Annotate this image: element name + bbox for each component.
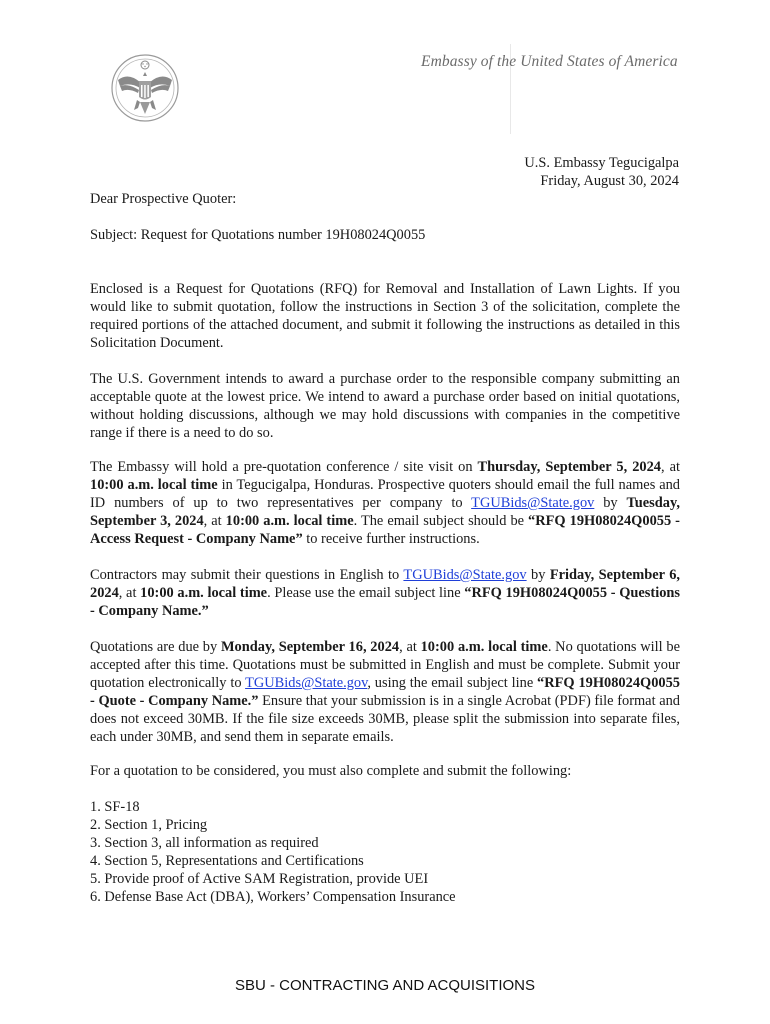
- paragraph-rfq-intro: [90, 280, 680, 352]
- letter-date: Friday, August 30, 2024: [540, 173, 679, 189]
- list-item: 5. Provide proof of Active SAM Registration, provide UEI: [90, 871, 429, 887]
- text-run: , at: [118, 585, 141, 601]
- text-run: by: [594, 495, 627, 511]
- access-request-subject: “RFQ 19H08024Q0055 - Access Request - Company Name”: [90, 513, 680, 547]
- text-run: , at: [660, 459, 680, 475]
- list-item: 1. SF-18: [90, 799, 140, 815]
- site-visit-time: 10:00 a.m. local time: [90, 477, 218, 493]
- text-run: , at: [399, 639, 421, 655]
- questions-deadline-time: 10:00 a.m. local time: [140, 585, 268, 601]
- text-run: , at: [203, 513, 226, 529]
- text-run: Contractors may submit their questions in English to: [90, 567, 404, 583]
- paragraph-requirements-intro: For a quotation to be considered, you must also complete and submit the following:: [90, 763, 572, 779]
- paragraph-questions: [90, 566, 680, 620]
- site-visit-date: Thursday, September 5, 2024: [477, 459, 661, 475]
- embassy-letterhead-title: Embassy of the United States of America: [421, 53, 678, 70]
- embassy-location: U.S. Embassy Tegucigalpa: [524, 155, 679, 171]
- date-block: [524, 154, 679, 190]
- text-run: . No quotations will be accepted after this time. Quotations must be submitted in English and must be complete. Submit your quotation electronically to: [90, 639, 680, 691]
- list-item: 6. Defense Base Act (DBA), Workers’ Compensation Insurance: [90, 889, 456, 905]
- text-run: . The email subject should be: [353, 513, 529, 529]
- paragraph-award: [90, 370, 680, 442]
- quotations-due-date: Monday, September 16, 2024: [220, 639, 400, 655]
- quotations-due-time: 10:00 a.m. local time: [420, 639, 548, 655]
- text-run: to receive further instructions.: [302, 531, 480, 547]
- paragraph-quotations-due: [90, 638, 680, 746]
- bids-email-link[interactable]: TGUBids@State.gov: [245, 675, 368, 691]
- list-item: 3. Section 3, all information as required: [90, 835, 319, 851]
- list-item: 4. Section 5, Representations and Certifications: [90, 853, 364, 869]
- greeting: Dear Prospective Quoter:: [90, 191, 237, 207]
- text-run: by: [526, 567, 550, 583]
- text-run: , using the email subject line: [367, 675, 538, 691]
- list-item: 2. Section 1, Pricing: [90, 817, 208, 833]
- bids-email-link[interactable]: TGUBids@State.gov: [471, 495, 595, 511]
- requirements-list: [90, 798, 456, 906]
- paragraph-text: The U.S. Government intends to award a purchase order to the responsible company submitting an acceptable quote at the lowest price. We intend to award a purchase order based on initial quotations, without holding discussions, although we may hold discussions with companies in the competitive range if there is a need to do so.: [90, 371, 680, 441]
- eagle-seal-icon: [110, 52, 180, 124]
- text-run: The Embassy will hold a pre-quotation conference / site visit on: [90, 459, 478, 475]
- quote-subject: “RFQ 19H08024Q0055 - Quote - Company Name.”: [90, 675, 680, 709]
- registration-deadline-time: 10:00 a.m. local time: [225, 513, 354, 529]
- questions-deadline-date: Friday, September 6, 2024: [90, 567, 680, 601]
- subject-line: Subject: Request for Quotations number 19H08024Q0055: [90, 227, 426, 243]
- registration-deadline-date: Tuesday, September 3, 2024: [90, 495, 680, 529]
- text-run: Quotations are due by: [90, 639, 221, 655]
- bids-email-link[interactable]: TGUBids@State.gov: [403, 567, 527, 583]
- paragraph-site-visit: [90, 458, 680, 548]
- footer-classification: SBU - CONTRACTING AND ACQUISITIONS: [234, 977, 536, 994]
- questions-subject: “RFQ 19H08024Q0055 - Questions - Company Name.”: [90, 585, 680, 619]
- text-run: in Tegucigalpa, Honduras. Prospective quoters should email the full names and ID numbers of up to two representatives per company to: [90, 477, 680, 511]
- text-run: Ensure that your submission is in a single Acrobat (PDF) file format and does not exceed 30MB. If the file size exceeds 30MB, please split the submission into separate files, each under 30MB, and send them in separate emails.: [90, 693, 680, 745]
- text-run: . Please use the email subject line: [267, 585, 465, 601]
- paragraph-text: Enclosed is a Request for Quotations (RFQ) for Removal and Installation of Lawn Lights. If you would like to submit quotation, follow the instructions in Section 3 of the solicitation, complete the required portions of the attached document, and submit it following the instructions as detailed in this Solicitation Document.: [90, 281, 680, 351]
